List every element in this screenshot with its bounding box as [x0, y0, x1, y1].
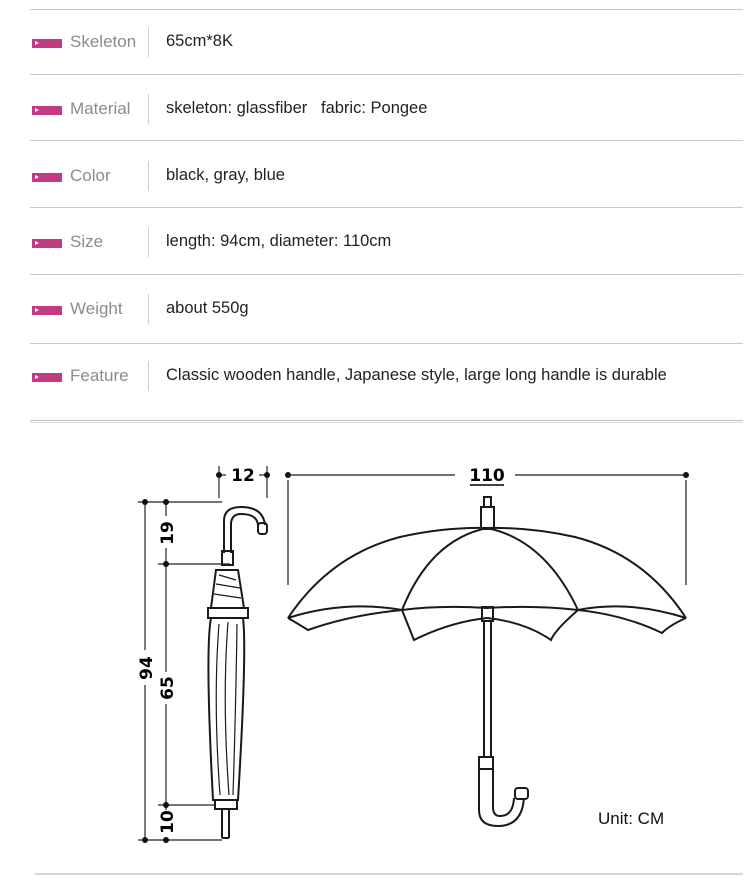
spec-row-material — [30, 92, 743, 132]
table-top-rule — [30, 9, 743, 10]
column-divider — [148, 27, 149, 57]
row-marker-icon — [32, 239, 62, 248]
row-marker-icon — [32, 373, 62, 382]
total-length-dimension-label: 94 — [137, 656, 157, 680]
open-umbrella-drawing — [288, 475, 686, 826]
column-divider — [148, 361, 149, 391]
table-bottom-rule — [30, 420, 743, 423]
umbrella-dimension-diagram — [0, 430, 750, 880]
row-marker-icon — [32, 106, 62, 115]
spec-label: Skeleton — [70, 32, 137, 51]
spec-value: skeleton: glassfiber fabric: Pongee — [166, 99, 428, 117]
spec-label: Material — [70, 99, 131, 118]
column-divider — [148, 94, 149, 124]
spec-value: about 550g — [166, 299, 249, 317]
spec-label: Feature — [70, 366, 129, 385]
spec-row-feature — [30, 359, 743, 399]
spec-label: Weight — [70, 299, 123, 318]
row-marker-icon — [32, 173, 62, 182]
spec-value: Classic wooden handle, Japanese style, large long handle is durable — [166, 366, 667, 384]
row-divider — [30, 74, 743, 75]
row-divider — [30, 140, 743, 141]
spec-value: length: 94cm, diameter: 110cm — [166, 232, 392, 250]
folded-umbrella-drawing — [208, 507, 267, 838]
row-divider — [30, 274, 743, 275]
shaft-dimension-label: 65 — [158, 676, 178, 700]
spec-row-skeleton — [30, 25, 743, 65]
row-marker-icon — [32, 39, 62, 48]
row-marker-icon — [32, 306, 62, 315]
spec-row-color — [30, 159, 743, 199]
unit-label: Unit: CM — [598, 809, 665, 828]
spec-label: Size — [70, 232, 104, 251]
column-divider — [148, 161, 149, 191]
spec-value: 65cm*8K — [166, 32, 233, 50]
column-divider — [148, 227, 149, 257]
diameter-dimension-label: 110 — [469, 466, 505, 486]
spec-label: Color — [70, 166, 111, 185]
width-dimension-label: 12 — [231, 466, 255, 486]
spec-row-size — [30, 225, 743, 265]
tip-dimension-label: 10 — [158, 810, 178, 834]
row-divider — [30, 343, 743, 344]
handle-dimension-label: 19 — [158, 521, 178, 545]
spec-value: black, gray, blue — [166, 166, 285, 184]
column-divider — [148, 294, 149, 324]
row-divider — [30, 207, 743, 208]
spec-row-weight — [30, 292, 743, 332]
